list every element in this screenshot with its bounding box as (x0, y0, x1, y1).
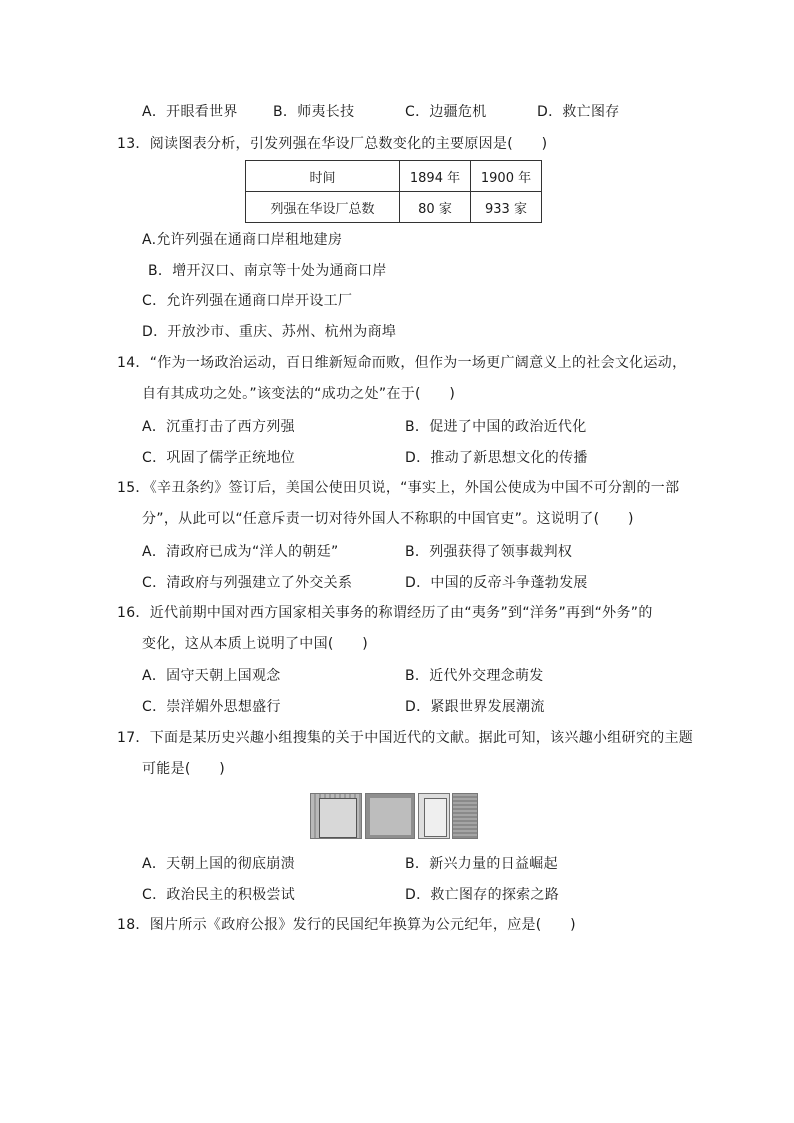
q13-stem: 13．阅读图表分析，引发列强在华设厂总数变化的主要原因是( ) (117, 136, 548, 152)
q16-stem-line2: 变化，这从本质上说明了中国( ) (142, 636, 369, 652)
table-header-cell: 1900 年 (471, 161, 542, 192)
q14-option-b[interactable]: B．促进了中国的政治近代化 (405, 419, 587, 435)
q12-option-b[interactable]: B．师夷长技 (273, 104, 355, 120)
q15-option-a[interactable]: A．清政府已成为“洋人的朝廷” (142, 544, 339, 560)
table-header-cell: 时间 (246, 161, 400, 192)
document-photo (418, 793, 450, 839)
q13-option-c[interactable]: C．允许列强在通商口岸开设工厂 (142, 293, 353, 309)
q17-stem-line1: 17．下面是某历史兴趣小组搜集的关于中国近代的文献。据此可知，该兴趣小组研究的主题 (117, 730, 694, 746)
table-cell: 列强在华设厂总数 (246, 192, 400, 223)
q17-option-d[interactable]: D．救亡图存的探索之路 (405, 887, 560, 903)
table-cell: 933 家 (471, 192, 542, 223)
table-row (246, 161, 542, 192)
table-row (246, 192, 542, 223)
table-cell: 80 家 (400, 192, 471, 223)
q17-option-b[interactable]: B．新兴力量的日益崛起 (405, 856, 558, 872)
q16-option-d[interactable]: D．紧跟世界发展潮流 (405, 699, 545, 715)
q15-option-b[interactable]: B．列强获得了领事裁判权 (405, 544, 573, 560)
document-photo (365, 793, 415, 839)
q14-stem-line2: 自有其成功之处。”该变法的“成功之处”在于( ) (142, 386, 456, 402)
q13-option-a[interactable]: A.允许列强在通商口岸租地建房 (142, 232, 343, 248)
q14-option-c[interactable]: C．巩固了儒学正统地位 (142, 450, 296, 466)
q16-option-b[interactable]: B．近代外交理念萌发 (405, 668, 544, 684)
q17-option-c[interactable]: C．政治民主的积极尝试 (142, 887, 296, 903)
q15-option-c[interactable]: C．清政府与列强建立了外交关系 (142, 575, 353, 591)
document-photo (310, 793, 362, 839)
q17-stem-line2: 可能是( ) (142, 761, 226, 777)
q15-stem-line1: 15．《辛丑条约》签订后，美国公使田贝说，“事实上，外国公使成为中国不可分割的一部 (117, 480, 680, 496)
table-header-cell: 1894 年 (400, 161, 471, 192)
q16-stem-line1: 16．近代前期中国对西方国家相关事务的称谓经历了由“夷务”到“洋务”再到“外务”的 (117, 605, 653, 621)
document-photo (452, 793, 478, 839)
q12-option-a[interactable]: A．开眼看世界 (142, 104, 238, 120)
q13-option-d[interactable]: D．开放沙市、重庆、苏州、杭州为商埠 (142, 324, 397, 340)
q14-option-a[interactable]: A．沉重打击了西方列强 (142, 419, 295, 435)
q18-stem: 18．图片所示《政府公报》发行的民国纪年换算为公元纪年，应是( ) (117, 917, 576, 933)
q15-stem-line2: 分”，从此可以“任意斥责一切对待外国人不称职的中国官吏”。这说明了( ) (142, 511, 634, 527)
q15-option-d[interactable]: D．中国的反帝斗争蓬勃发展 (405, 575, 588, 591)
q16-option-a[interactable]: A．固守天朝上国观念 (142, 668, 281, 684)
q14-stem-line1: 14．“作为一场政治运动，百日维新短命而败，但作为一场更广阔意义上的社会文化运动， (117, 355, 687, 371)
q13-table (245, 160, 542, 223)
q17-option-a[interactable]: A．天朝上国的彻底崩溃 (142, 856, 295, 872)
q12-option-c[interactable]: C．边疆危机 (405, 104, 487, 120)
q17-documents-image (310, 793, 478, 839)
q14-option-d[interactable]: D．推动了新思想文化的传播 (405, 450, 588, 466)
q13-option-b[interactable]: B．增开汉口、南京等十处为通商口岸 (148, 263, 387, 279)
q12-option-d[interactable]: D．救亡图存 (537, 104, 620, 120)
q16-option-c[interactable]: C．崇洋媚外思想盛行 (142, 699, 281, 715)
